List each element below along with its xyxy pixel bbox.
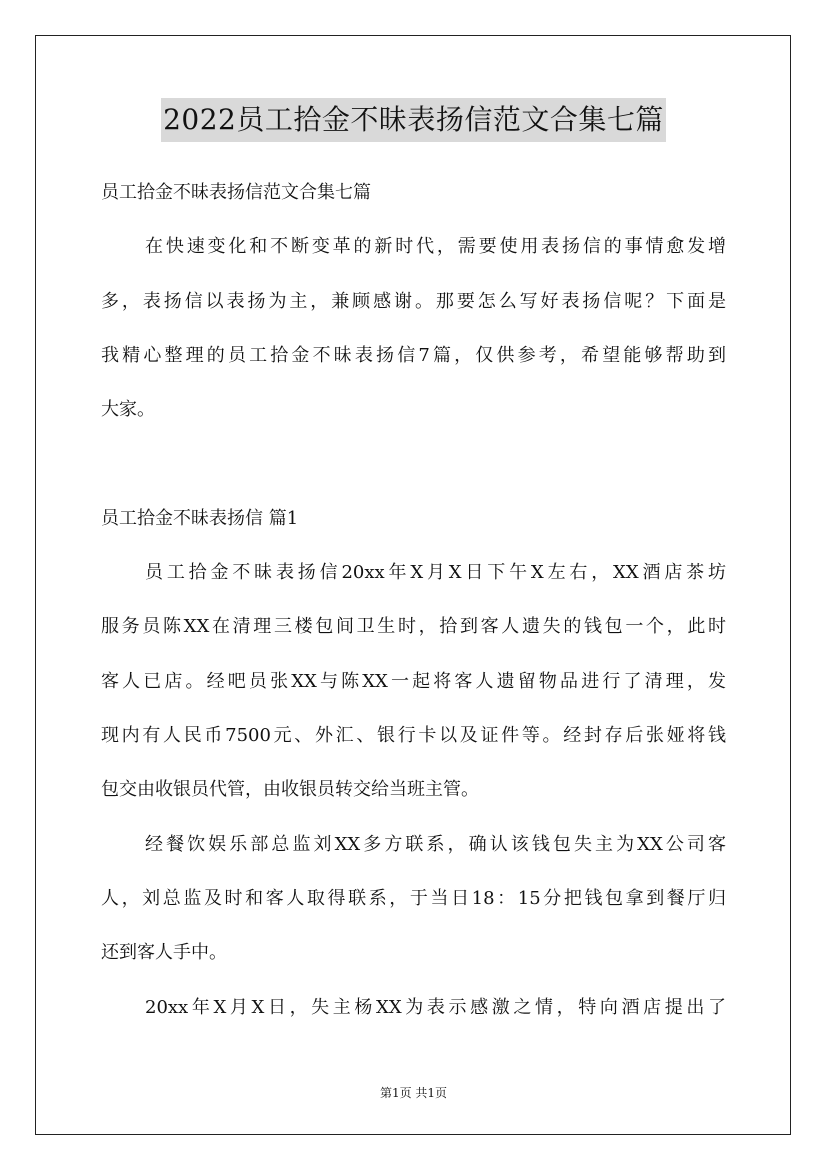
para1-line-2: 服务员陈XX在清理三楼包间卫生时，拾到客人遗失的钱包一个，此时	[101, 616, 726, 637]
intro-line-4: 大家。	[101, 399, 155, 420]
section-heading: 员工拾金不昧表扬信 篇1	[101, 508, 299, 529]
title-container	[0, 98, 827, 142]
para1-line-5: 包交由收银员代管，由收银员转交给当班主管。	[101, 779, 479, 800]
para1-line-3: 客人已店。经吧员张XX与陈XX一起将客人遗留物品进行了清理，发	[101, 671, 726, 692]
document-subtitle: 员工拾金不昧表扬信范文合集七篇	[101, 182, 371, 203]
intro-line-2: 多，表扬信以表扬为主，兼顾感谢。那要怎么写好表扬信呢？下面是	[101, 291, 726, 312]
para2-line-3: 还到客人手中。	[101, 942, 227, 963]
intro-line-1: 在快速变化和不断变革的新时代，需要使用表扬信的事情愈发增	[145, 236, 726, 257]
para1-line-4: 现内有人民币7500元、外汇、银行卡以及证件等。经封存后张娅将钱	[101, 725, 726, 746]
para1-line-1: 员工拾金不昧表扬信20xx年X月X日下午X左右，XX酒店茶坊	[145, 562, 726, 583]
document-title: 2022员工拾金不昧表扬信范文合集七篇	[161, 98, 666, 142]
intro-line-3: 我精心整理的员工拾金不昧表扬信7篇，仅供参考，希望能够帮助到	[101, 345, 726, 366]
para3-line-1: 20xx年X月X日，失主杨XX为表示感激之情，特向酒店提出了	[145, 997, 726, 1018]
page-footer: 第1页 共1页	[379, 1086, 448, 1100]
para2-line-1: 经餐饮娱乐部总监刘XX多方联系，确认该钱包失主为XX公司客	[145, 834, 726, 855]
para2-line-2: 人，刘总监及时和客人取得联系，于当日18：15分把钱包拿到餐厅归	[101, 888, 726, 909]
